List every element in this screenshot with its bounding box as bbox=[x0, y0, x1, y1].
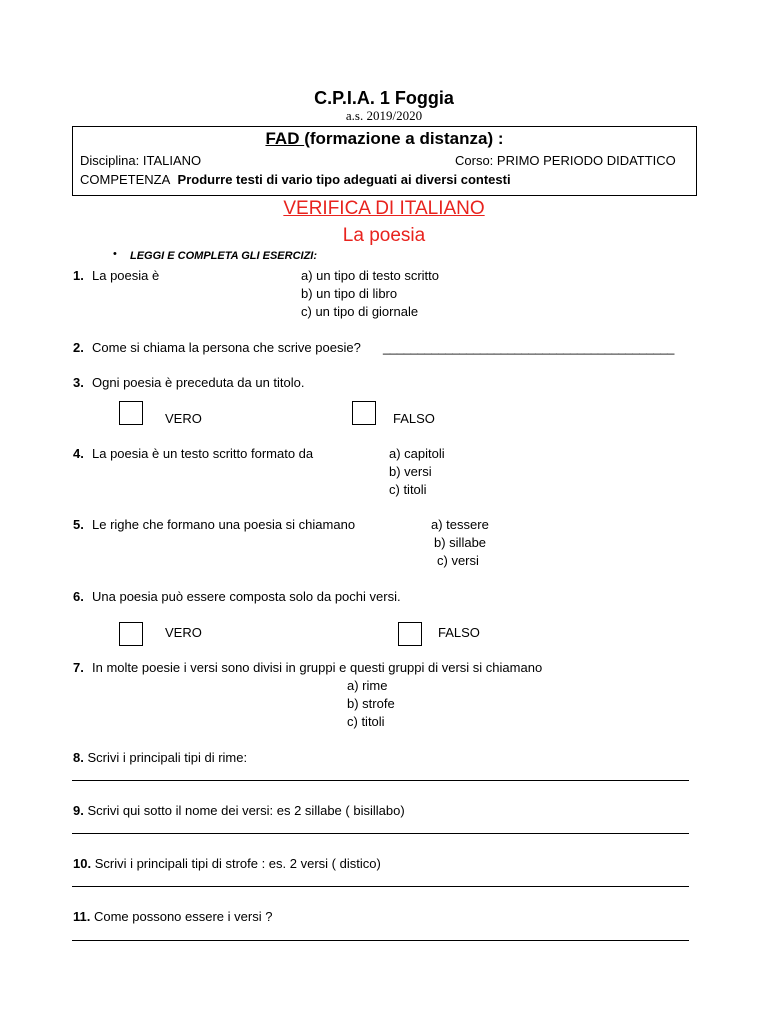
question-number: 6. bbox=[73, 589, 84, 604]
question-11-text: Come possono essere i versi ? bbox=[90, 909, 273, 924]
question-number: 2. bbox=[73, 340, 84, 355]
school-year: a.s. 2019/2020 bbox=[345, 108, 423, 123]
question-7-option-c[interactable]: c) titoli bbox=[347, 714, 385, 729]
bullet-icon: • bbox=[113, 248, 117, 260]
question-10-answer-line[interactable] bbox=[72, 886, 689, 887]
question-6-falso-checkbox[interactable] bbox=[398, 622, 422, 646]
corso-text: Corso: PRIMO PERIODO DIDATTICO bbox=[455, 153, 676, 168]
question-1-text: La poesia è bbox=[92, 268, 160, 283]
question-number: 11. bbox=[73, 909, 91, 924]
school-title: C.P.I.A. 1 Foggia bbox=[314, 88, 454, 108]
question-9-row bbox=[73, 803, 405, 818]
question-10-text: Scrivi i principali tipi di strofe : es. 2 versi ( distico) bbox=[91, 856, 381, 871]
question-3-vero-label: VERO bbox=[165, 411, 202, 426]
question-5-text: Le righe che formano una poesia si chiamano bbox=[92, 517, 356, 532]
question-4-option-b[interactable]: b) versi bbox=[389, 464, 432, 479]
question-8-text: Scrivi i principali tipi di rime: bbox=[83, 750, 248, 765]
question-7-text: In molte poesie i versi sono divisi in gruppi e questi gruppi di versi si chiamano bbox=[92, 660, 543, 675]
question-2-answer-blank[interactable]: __________________________________________ bbox=[383, 340, 675, 355]
competenza-label: COMPETENZA bbox=[80, 172, 171, 187]
question-9-answer-line[interactable] bbox=[72, 833, 689, 834]
verifica-title: VERIFICA DI ITALIANO bbox=[283, 198, 485, 219]
question-8-answer-line[interactable] bbox=[72, 780, 689, 781]
question-5-option-b[interactable]: b) sillabe bbox=[434, 535, 487, 550]
question-4-text: La poesia è un testo scritto formato da bbox=[92, 446, 314, 461]
question-10-row bbox=[73, 856, 381, 871]
question-1-option-b[interactable]: b) un tipo di libro bbox=[301, 286, 398, 301]
question-7-option-b[interactable]: b) strofe bbox=[347, 696, 395, 711]
question-3-vero-checkbox[interactable] bbox=[119, 401, 143, 425]
info-box bbox=[72, 126, 697, 196]
fad-label: FAD bbox=[265, 129, 305, 148]
competenza-row bbox=[80, 172, 511, 187]
question-2-text: Come si chiama la persona che scrive poesie? bbox=[92, 340, 361, 355]
question-3-falso-label: FALSO bbox=[393, 411, 435, 426]
question-9-text: Scrivi qui sotto il nome dei versi: es 2 sillabe ( bisillabo) bbox=[83, 803, 405, 818]
question-number: 4. bbox=[73, 446, 84, 461]
question-11-answer-line[interactable] bbox=[72, 940, 689, 941]
question-5-option-c[interactable]: c) versi bbox=[437, 553, 479, 568]
question-number: 7. bbox=[73, 660, 84, 675]
question-3-falso-checkbox[interactable] bbox=[352, 401, 376, 425]
question-6-vero-checkbox[interactable] bbox=[119, 622, 143, 646]
fad-description: (formazione a distanza) : bbox=[304, 129, 504, 148]
question-number: 5. bbox=[73, 517, 84, 532]
question-number: 10. bbox=[73, 856, 92, 871]
question-1-option-a[interactable]: a) un tipo di testo scritto bbox=[301, 268, 440, 283]
question-6-text: Una poesia può essere composta solo da pochi versi. bbox=[92, 589, 401, 604]
question-4-option-a[interactable]: a) capitoli bbox=[389, 446, 445, 461]
poesia-subtitle: La poesia bbox=[342, 225, 426, 246]
instructions-text: LEGGI E COMPLETA GLI ESERCIZI: bbox=[130, 250, 318, 262]
question-11-row bbox=[73, 909, 272, 924]
question-1-option-c[interactable]: c) un tipo di giornale bbox=[301, 304, 419, 319]
question-number: 1. bbox=[73, 268, 84, 283]
disciplina-text: Disciplina: ITALIANO bbox=[80, 153, 202, 168]
question-number: 8. bbox=[73, 750, 84, 765]
question-number: 3. bbox=[73, 375, 84, 390]
question-5-option-a[interactable]: a) tessere bbox=[431, 517, 489, 532]
question-6-vero-label: VERO bbox=[165, 625, 202, 640]
question-8-row bbox=[73, 750, 247, 765]
question-4-option-c[interactable]: c) titoli bbox=[389, 482, 427, 497]
question-6-falso-label: FALSO bbox=[438, 625, 480, 640]
question-number: 9. bbox=[73, 803, 84, 818]
fad-heading bbox=[73, 129, 696, 149]
question-7-option-a[interactable]: a) rime bbox=[347, 678, 388, 693]
competenza-text: Produrre testi di vario tipo adeguati ai diversi contesti bbox=[177, 172, 511, 187]
question-3-text: Ogni poesia è preceduta da un titolo. bbox=[92, 375, 305, 390]
